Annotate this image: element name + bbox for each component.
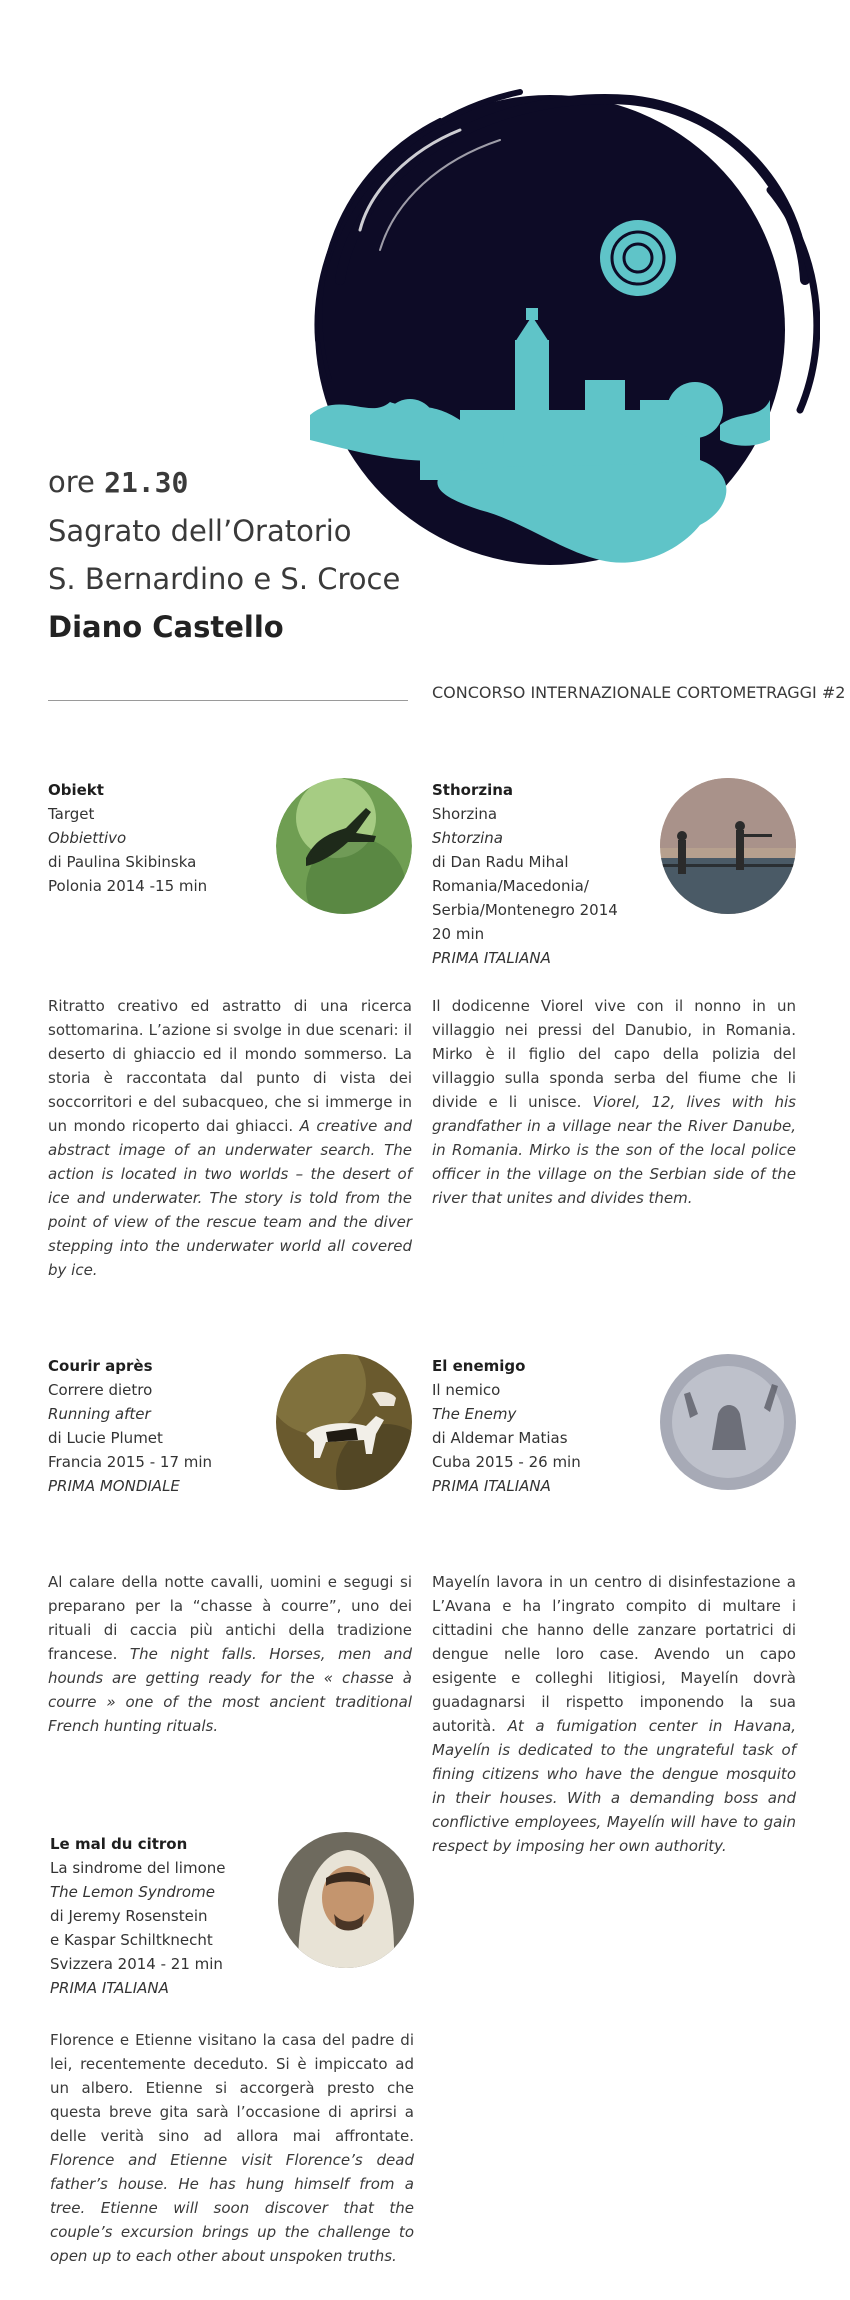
film-premiere: PRIMA MONDIALE xyxy=(48,1477,180,1495)
desc-english: Florence and Etienne visit Florence’s dead father’s house. He has hung himself from a tree. Etienne will soon discover that the couple’s excursion brings up the challenge to open up to each other about unspoken truths. xyxy=(50,2151,414,2265)
time-label: ore xyxy=(48,465,95,499)
film-it-title: La sindrome del limone xyxy=(50,1859,226,1877)
film-director-2: e Kaspar Schiltknecht xyxy=(50,1931,213,1949)
film-description xyxy=(432,1570,796,1858)
venue-line-1: Sagrato dell’Oratorio xyxy=(48,514,352,548)
event-info xyxy=(48,458,400,651)
film-duration: 20 min xyxy=(432,925,485,943)
desc-italian: Mayelín lavora in un centro di disinfestazione a L’Avana e ha l’ingrato compito di multare i cittadini che hanno delle zanzare portatrici di dengue nelle loro case. Avendo un capo esigente e colleghi litigiosi, Mayelín dovrà guadagnarsi il rispetto imponendo la sua autorità. xyxy=(432,1573,796,1735)
film-description xyxy=(432,994,796,1210)
film-director: di Aldemar Matias xyxy=(432,1429,568,1447)
divider xyxy=(48,700,408,701)
film-en-title: Shorzina xyxy=(432,805,498,823)
venue-line-2: S. Bernardino e S. Croce xyxy=(48,562,401,596)
film-it-title: Il nemico xyxy=(432,1381,501,1399)
desc-english: Viorel, 12, lives with his grandfather in a village near the River Danube, in Romania. Mirko is the son of the local police officer in the village on the Serbian side of the river that unites and divides them. xyxy=(432,1093,796,1207)
film-it-title: Obbiettivo xyxy=(48,829,127,847)
film-en-title: The Lemon Syndrome xyxy=(50,1883,215,1901)
film-en-title: Target xyxy=(48,805,95,823)
event-time xyxy=(48,458,400,507)
film-en-title: The Enemy xyxy=(432,1405,517,1423)
film-origin: Svizzera 2014 - 21 min xyxy=(50,1955,223,1973)
film-premiere: PRIMA ITALIANA xyxy=(432,1477,551,1495)
film-still xyxy=(278,1832,414,1968)
film-title: El enemigo xyxy=(432,1357,526,1375)
film-origin: Romania/Macedonia/ xyxy=(432,877,589,895)
film-origin: Francia 2015 - 17 min xyxy=(48,1453,213,1471)
film-card-obiekt xyxy=(48,778,413,1279)
desc-english: The night falls. Horses, men and hounds are getting ready for the « chasse à courre » one of the most ancient traditional French hunting rituals. xyxy=(48,1645,412,1735)
film-director: di Dan Radu Mihal xyxy=(432,853,569,871)
film-it-title: Shtorzina xyxy=(432,829,503,847)
film-still xyxy=(660,1354,796,1490)
film-title: Courir après xyxy=(48,1357,153,1375)
moon xyxy=(600,220,676,296)
contest-title: CONCORSO INTERNAZIONALE CORTOMETRAGGI #2 xyxy=(432,683,846,702)
film-title: Le mal du citron xyxy=(50,1835,188,1853)
film-premiere: PRIMA ITALIANA xyxy=(432,949,551,967)
film-origin: Polonia 2014 -15 min xyxy=(48,877,208,895)
film-still xyxy=(660,778,796,914)
film-card-le-mal-du-citron xyxy=(50,1832,414,2265)
film-director: di Paulina Skibinska xyxy=(48,853,197,871)
film-title: Sthorzina xyxy=(432,781,514,799)
desc-italian: Al calare della notte cavalli, uomini e segugi si preparano per la “chasse à courre”, uno dei rituali di caccia più antichi della tradizione francese. xyxy=(48,1573,412,1663)
desc-italian: Ritratto creativo ed astratto di una ricerca sottomarina. L’azione si svolge in due scenari: il deserto di ghiaccio ed il mondo sommerso. La storia è raccontata dal punto di vista dei soccorritori e del subacqueo, che si immerge in un mondo ricoperto dai ghiacci. xyxy=(48,997,412,1135)
desc-italian: Florence e Etienne visitano la casa del padre di lei, recentemente deceduto. Si è impiccato ad un albero. Etienne si accorgerà presto che questa breve gita sarà l’occasione di aprirsi a delle verità sino ad allora mai affrontate. xyxy=(50,2031,414,2145)
film-description xyxy=(48,1570,412,1738)
desc-italian: Il dodicenne Viorel vive con il nonno in un villaggio nei pressi del Danubio, in Romania. Mirko è il figlio del capo della polizia del villaggio sulla sponda serba del fiume che li divide e li unisce. xyxy=(432,997,796,1111)
film-origin-2: Serbia/Montenegro 2014 xyxy=(432,901,618,919)
desc-english: At a fumigation center in Havana, Mayelín is dedicated to the ungrateful task of fining citizens who have the dengue mosquito in their houses. With a demanding boss and conflictive employees, Mayelín will have to gain respect by imposing her own authority. xyxy=(432,1717,796,1855)
film-still xyxy=(276,1354,412,1490)
film-director: di Lucie Plumet xyxy=(48,1429,163,1447)
film-title: Obiekt xyxy=(48,781,104,799)
film-description xyxy=(50,2028,414,2268)
desc-english: A creative and abstract image of an underwater search. The action is located in two worlds – the desert of ice and underwater. The story is told from the point of view of the rescue team and the diver stepping into the underwater world all covered by ice. xyxy=(48,1117,413,1279)
time-value: 21.30 xyxy=(104,466,189,499)
film-still xyxy=(276,778,412,914)
town-name: Diano Castello xyxy=(48,610,284,644)
film-director: di Jeremy Rosenstein xyxy=(50,1907,208,1925)
film-card-sthorzina xyxy=(432,778,796,1207)
film-it-title: Correre dietro xyxy=(48,1381,153,1399)
film-premiere: PRIMA ITALIANA xyxy=(50,1979,169,1997)
film-card-courir-apres xyxy=(48,1354,412,1735)
film-description xyxy=(48,994,412,1282)
film-origin: Cuba 2015 - 26 min xyxy=(432,1453,581,1471)
film-card-el-enemigo xyxy=(432,1354,796,1855)
film-en-title: Running after xyxy=(48,1405,151,1423)
